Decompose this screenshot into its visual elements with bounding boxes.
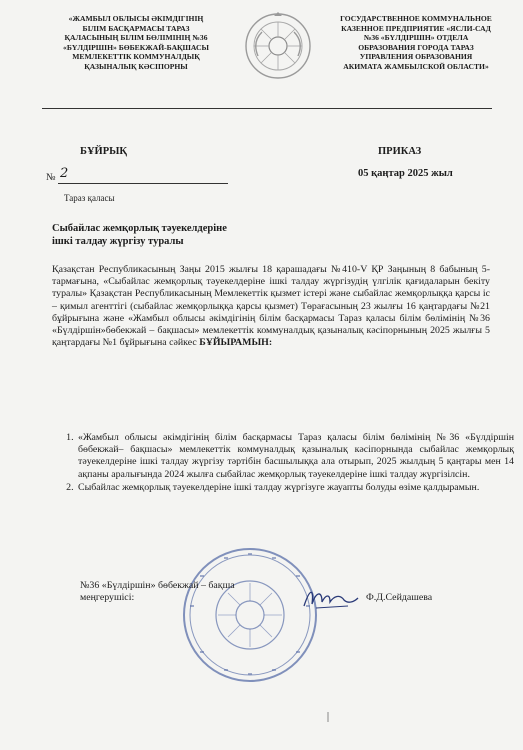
order-title-ru: ПРИКАЗ xyxy=(378,146,422,157)
order-title-kz: БҰЙРЫҚ xyxy=(80,146,128,157)
order-city: Тараз қаласы xyxy=(64,193,115,203)
order-items xyxy=(52,432,514,495)
order-date: 05 қаңтар 2025 жыл xyxy=(358,168,453,179)
header-right-line: №36 «БҮЛДІРШІН» ОТДЕЛА xyxy=(363,33,469,43)
header-right-line: КАЗЕННОЕ ПРЕДПРИЯТИЕ «ЯСЛИ-САД xyxy=(341,23,491,33)
header-left-kz xyxy=(42,14,230,72)
order-preamble xyxy=(52,264,490,349)
subject-line: ішкі талдау жүргізу туралы xyxy=(52,236,184,247)
order-item: 1. «Жамбыл облысы әкімдігінің білім басқармасы Тараз қаласы білім бөлімінің №36 «Бүлдіршін бөбекжай– бақшасы» мемлекеттік коммуналдық қазыналық кәсіпорнында сыбайлас жемқорлық тәуекелдеріне ішкі талдау жүргізу тәртібін басшылыққа ала отырып, 2025 жылдың 5 қаңтары мен 14 ақпаны аралығында 2024 жылға сыбайлас жемқорлық тәуекелдеріне ішкі талдау жүргізілсін. xyxy=(76,432,514,481)
subject-line: Сыбайлас жемқорлық тәуекелдеріне xyxy=(52,223,227,234)
order-item: 2. Сыбайлас жемқорлық тәуекелдеріне ішкі талдау жүргізуге жауапты болуды өзіме қалдырамын. xyxy=(76,482,514,494)
scan-mark xyxy=(327,712,329,722)
order-number-sign: № xyxy=(46,172,56,183)
signatory-name: Ф.Д.Сейдашева xyxy=(366,592,433,603)
header-right-line: УПРАВЛЕНИЯ ОБРАЗОВАНИЯ xyxy=(359,52,473,62)
header-left-line: ҚАЛАСЫНЫҢ БІЛІМ БӨЛІМІНІҢ №36 xyxy=(64,33,208,43)
order-command: БҰЙЫРАМЫН: xyxy=(199,337,273,349)
order-number-value: 2 xyxy=(60,166,69,181)
header-right-line: ОБРАЗОВАНИЯ ГОРОДА ТАРАЗ xyxy=(358,42,474,52)
signatory-position-line: №36 «Бүлдіршін» бөбекжай – бақша xyxy=(80,580,235,591)
header-left-line: МЕМЛЕКЕТТІК КОММУНАЛДЫҚ xyxy=(72,52,200,62)
round-seal-icon xyxy=(180,545,320,685)
header-divider xyxy=(42,108,492,109)
header-left-line: «ЖАМБЫЛ ОБЛЫСЫ ӘКІМДІГІНІҢ xyxy=(68,14,204,23)
header-left-line: БІЛІМ БАСҚАРМАСЫ ТАРАЗ xyxy=(82,23,190,33)
signatory-position xyxy=(80,580,300,604)
header-right-ru xyxy=(322,14,510,72)
header-right-line: ГОСУДАРСТВЕННОЕ КОММУНАЛЬНОЕ xyxy=(340,14,492,23)
signatory-position-line: меңгерушісі: xyxy=(80,592,135,603)
header-left-line: ҚАЗЫНАЛЫҚ КӘСІПОРНЫ xyxy=(84,61,188,71)
order-subject xyxy=(52,222,312,248)
handwritten-signature-icon xyxy=(300,582,360,612)
kazakhstan-emblem-icon xyxy=(244,12,312,80)
preamble-text: Қазақстан Республикасының Заңы 2015 жылғы 18 қарашадағы №410-V ҚР Заңының 8 бабының 5-тармағына, «Сыбайлас жемқорлық тәуекелдеріне ішкі талдау жүргізудің үлгілік қағидаларын бекіту туралы» Қазақстан Республикасының Мемлекеттік қызмет істері және сыбайлас жемқорлыққа қарсы іс – қимыл агенттігі (сыбайлас жемқорлыққа қарсы қызмет) Төрағасының 23 жылғы 16 қаңтардағы №21 бұйрығына және «Жамбыл облысы әкімдігінің білім басқармасы Тараз қаласы білім бөлімінің №36 «Бүлдіршін»бөбекжай – бақшасы» мемлекеттік коммуналдық қазыналық кәсіпорнының 2025 жылғы 5 қаңтардағы №1 бұйрығына сәйкес xyxy=(52,264,490,349)
order-number-underline xyxy=(58,183,228,184)
header-right-line: АКИМАТА ЖАМБЫЛСКОЙ ОБЛАСТИ» xyxy=(343,61,489,71)
header-left-line: «БҮЛДІРШІН» БӨБЕКЖАЙ-БАҚШАСЫ xyxy=(63,42,209,52)
